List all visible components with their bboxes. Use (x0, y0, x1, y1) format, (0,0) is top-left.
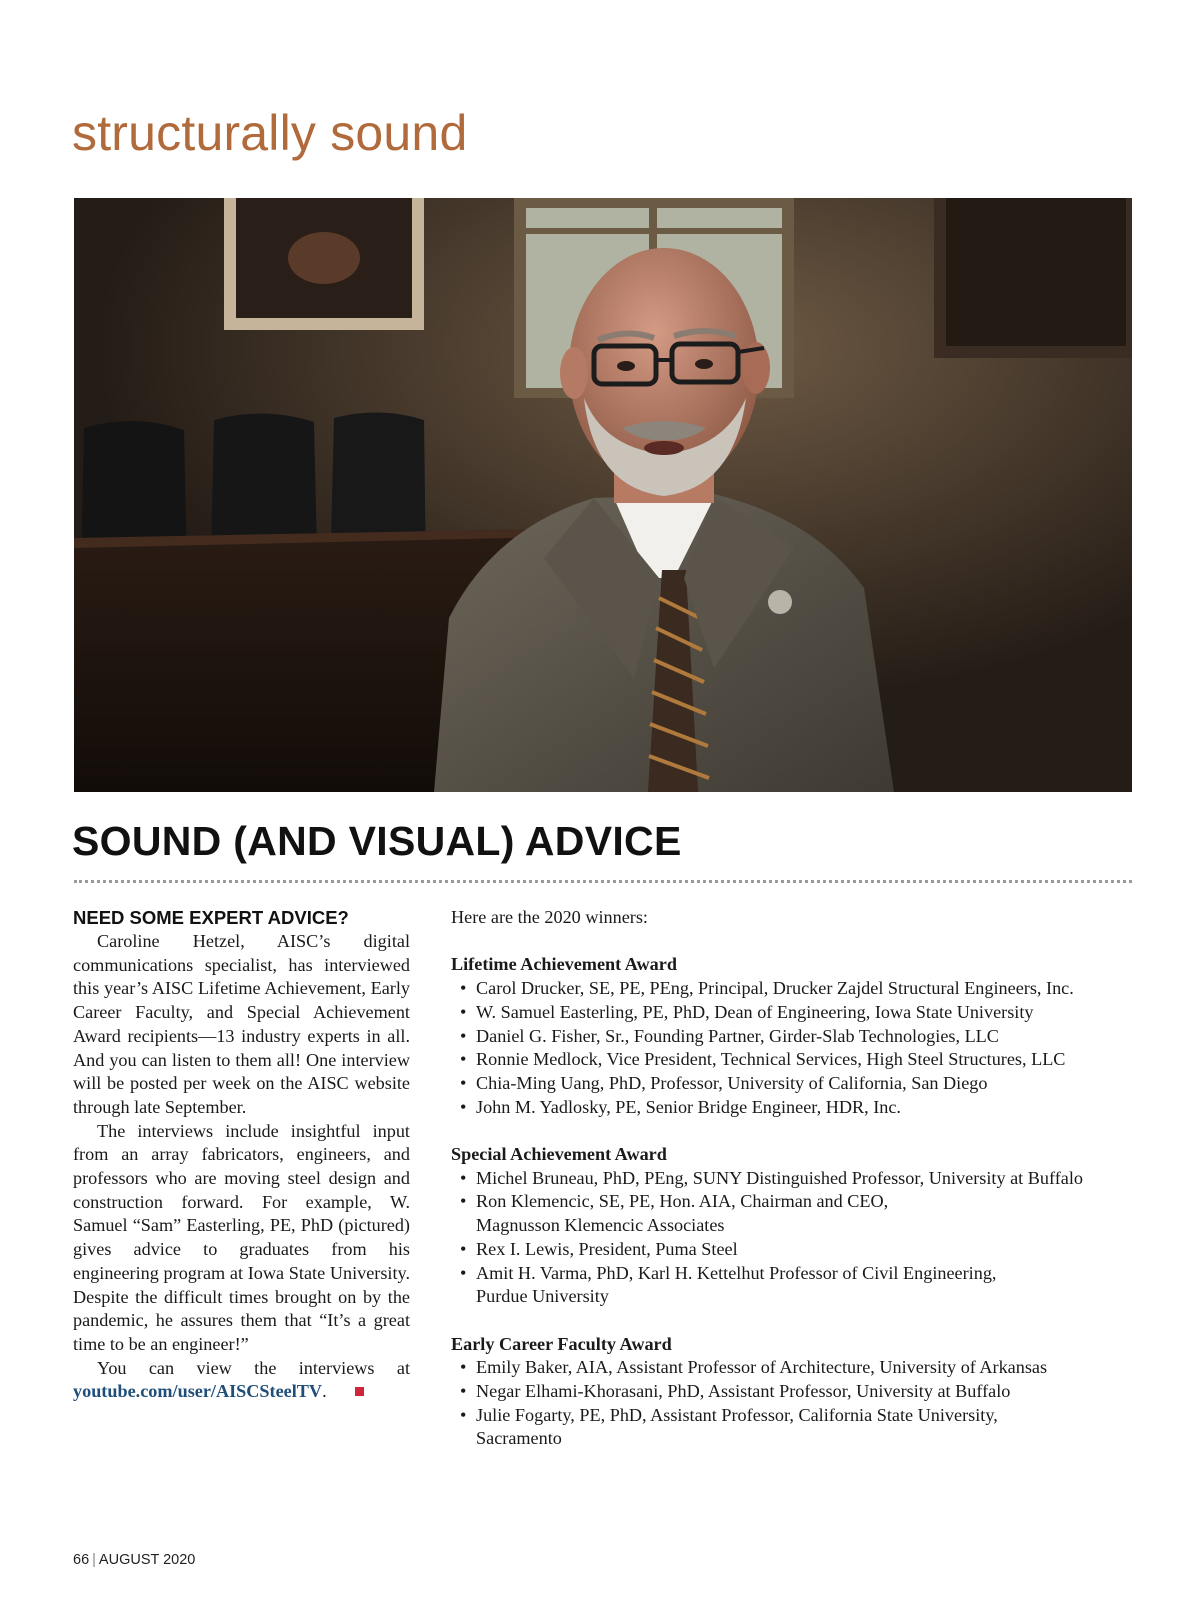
page-number: 66 (73, 1552, 90, 1568)
paragraph-3-end: . (322, 1381, 327, 1402)
interview-photo (74, 198, 1132, 792)
end-mark-icon (355, 1387, 364, 1396)
winner-item: • W. Samuel Easterling, PE, PhD, Dean of Engineering, Iowa State University (451, 1001, 1151, 1025)
footer-separator: | (92, 1552, 96, 1568)
award-section-lifetime (451, 953, 1151, 1119)
winner-item: • Amit H. Varma, PhD, Karl H. Kettelhut Professor of Civil Engineering, Purdue University (451, 1262, 1151, 1309)
award-section-special (451, 1143, 1151, 1309)
winner-item: • Chia-Ming Uang, PhD, Professor, University of California, San Diego (451, 1072, 1151, 1096)
subhead: NEED SOME EXPERT ADVICE? (73, 907, 349, 928)
winners-column (451, 906, 1151, 1451)
section-title: structurally sound (72, 105, 468, 161)
award-title: Special Achievement Award (451, 1144, 667, 1164)
winner-item: • Rex I. Lewis, President, Puma Steel (451, 1238, 1151, 1262)
winner-item: • Ron Klemencic, SE, PE, Hon. AIA, Chairman and CEO, Magnusson Klemencic Associates (451, 1190, 1151, 1237)
award-title: Lifetime Achievement Award (451, 954, 677, 975)
article-headline: SOUND (AND VISUAL) ADVICE (72, 818, 682, 864)
youtube-link[interactable]: youtube.com/user/AISCSteelTV (73, 1381, 323, 1402)
winner-item: • John M. Yadlosky, PE, Senior Bridge Engineer, HDR, Inc. (451, 1096, 1151, 1120)
left-column (73, 906, 410, 1404)
winner-item: • Carol Drucker, SE, PE, PEng, Principal, Drucker Zajdel Structural Engineers, Inc. (451, 977, 1151, 1001)
page-footer (73, 1552, 195, 1568)
award-section-early-career (451, 1333, 1151, 1452)
winner-item: • Michel Bruneau, PhD, PEng, SUNY Distinguished Professor, University at Buffalo (451, 1167, 1151, 1191)
winner-item: • Ronnie Medlock, Vice President, Technical Services, High Steel Structures, LLC (451, 1048, 1151, 1072)
paragraph-3 (73, 1357, 410, 1404)
winner-item: • Emily Baker, AIA, Assistant Professor of Architecture, University of Arkansas (451, 1356, 1151, 1380)
winners-intro: Here are the 2020 winners: (451, 907, 648, 927)
award-title: Early Career Faculty Award (451, 1333, 672, 1354)
paragraph-2: The interviews include insightful input from an array fabricators, engineers, and professors who are moving steel design and construction forward. For example, W. Samuel “Sam” Easterling, PE, PhD (pictured) gives advice to graduates from his engineering program at Iowa State University. Despite the difficult times brought on by the pandemic, he assures them that “It’s a great time to be an engineer!” (73, 1120, 410, 1354)
dotted-divider (74, 880, 1132, 883)
winner-item: • Julie Fogarty, PE, PhD, Assistant Professor, California State University, Sacramento (451, 1404, 1151, 1451)
paragraph-3-intro: You can view the interviews at (97, 1357, 410, 1378)
winner-item: • Daniel G. Fisher, Sr., Founding Partner, Girder-Slab Technologies, LLC (451, 1025, 1151, 1049)
issue-date: AUGUST 2020 (98, 1552, 196, 1568)
winner-item: • Negar Elhami-Khorasani, PhD, Assistant Professor, University at Buffalo (451, 1380, 1151, 1404)
paragraph-1: Caroline Hetzel, AISC’s digital communications specialist, has interviewed this year’s AISC Lifetime Achievement, Early Career Faculty, and Special Achievement Award recipients—13 industry experts in all. And you can listen to them all! One interview will be posted per week on the AISC website through late September. (73, 931, 410, 1117)
